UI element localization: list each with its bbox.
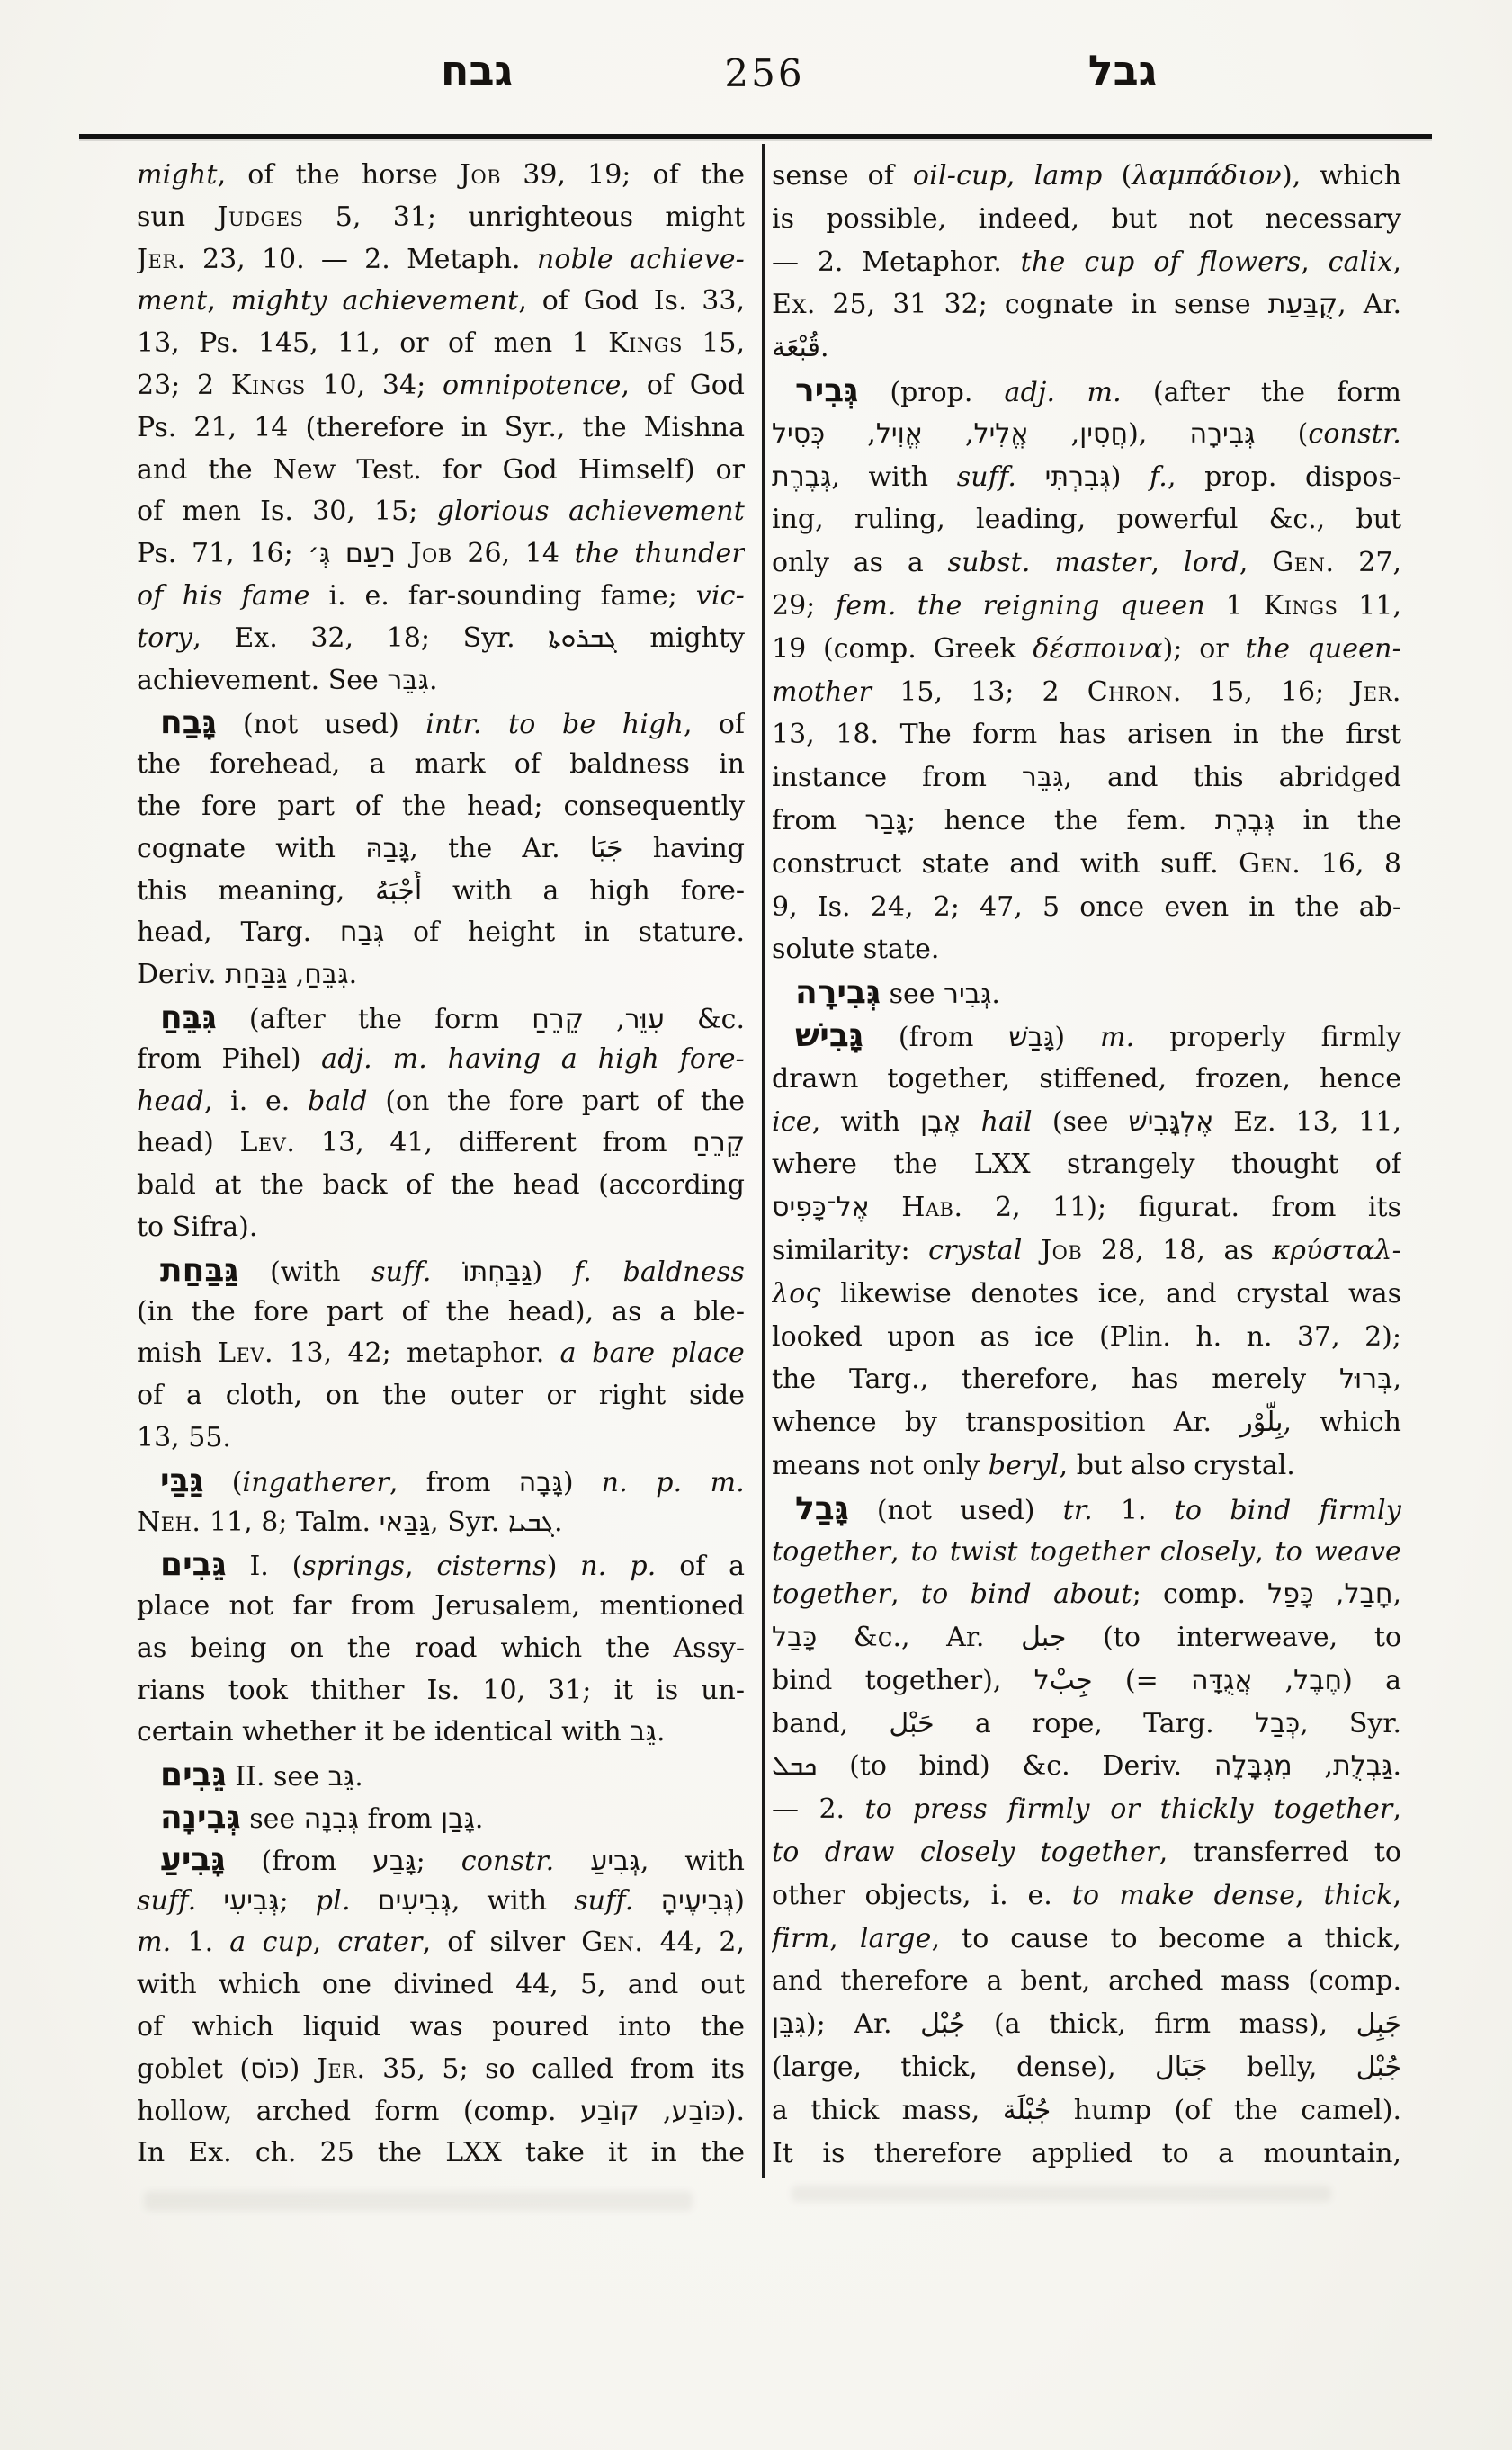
text-line: might, of the horse Job 39, 19; of the — [137, 159, 745, 191]
text-line: ice, with אֶבֶן hail (see אֶלְגָּבִישׁ Ez. 13, 11, — [772, 1105, 1401, 1138]
text-line: — 2. to press firmly or thickly together, — [772, 1793, 1401, 1826]
header-rule — [79, 134, 1432, 139]
text-line: and therefore a bent, arched mass (comp. — [772, 1965, 1401, 1998]
entry-gevirah — [772, 971, 1401, 1015]
hebrew-headword: גְּבִירָה — [795, 973, 881, 1012]
text-line: construct state and with suff. Gen. 16, 8 — [772, 847, 1401, 880]
entry-gibbeach — [137, 997, 745, 1249]
hebrew-headword: גָּבַח — [160, 703, 217, 742]
text-line: place not far from Jerusalem, mentioned — [137, 1590, 745, 1623]
hebrew-headword: גֵּבִים — [160, 1545, 227, 1584]
text-line: band, حَبْل a rope, Targ. כְּבַל, Syr. — [772, 1707, 1401, 1739]
text-line: this meaning, أَجْبَهُ with a high fore- — [137, 874, 745, 907]
text-line: גֵּבִים I. (springs, cisterns) n. p. of a — [160, 1545, 745, 1584]
text-line: mish Lev. 13, 42; metaphor. a bare place — [137, 1337, 745, 1370]
text-line: 23; 2 Kings 10, 34; omnipotence, of God — [137, 369, 745, 401]
hebrew-headword: גַּבַּי — [160, 1461, 204, 1499]
right-text-column — [772, 155, 1401, 2175]
text-line: head) Lev. 13, 41, different from קֵרֵחַ — [137, 1127, 745, 1159]
text-line: achievement. See גִּבֵּר. — [137, 664, 438, 696]
entry-gabbai — [137, 1460, 745, 1544]
page-number: 256 — [724, 51, 805, 95]
text-line: m. 1. a cup, crater, of silver Gen. 44, 2, — [137, 1927, 745, 1959]
text-line: means not only beryl, but also crystal. — [772, 1449, 1295, 1481]
text-line: sun Judges 5, 31; unrighteous might — [137, 201, 745, 233]
text-line: 19 (comp. Greek δέσποινα); or the queen- — [772, 632, 1401, 665]
text-line: mother 15, 13; 2 Chron. 15, 16; Jer. — [772, 675, 1401, 708]
text-line: גֵּבִים II. see גֵּב. — [160, 1756, 363, 1794]
text-line: Neh. 11, 8; Talm. גַּבַּאי, Syr. ܓܒܝܐ. — [137, 1506, 563, 1538]
text-line: from גָּבַר; hence the fem. גְּבֶרֶת in the — [772, 804, 1401, 836]
entry-gavia — [137, 1838, 745, 2175]
text-line: גְּבֶרֶת, with suff. גְּבִרְתִּי) f., prop. dispos- — [772, 460, 1401, 493]
text-line: and the New Test. for God Himself) or — [137, 453, 745, 486]
text-line: from Pihel) adj. m. having a high fore- — [137, 1042, 745, 1075]
running-head-right-keyword: גבל — [1087, 46, 1158, 94]
entry-gevir — [772, 370, 1401, 971]
text-line: solute state. — [772, 934, 940, 966]
hebrew-headword: גְּבִינָה — [160, 1798, 241, 1837]
text-line: 13, Ps. 145, 11, or of men 1 Kings 15, — [137, 327, 745, 360]
text-line: גִּבֵּחַ (after the form עִוֵּר, קֵרֵחַ &c. — [160, 997, 745, 1036]
text-line: 29; fem. the reigning queen 1 Kings 11, — [772, 589, 1401, 621]
text-line: to draw closely together, transferred to — [772, 1837, 1401, 1869]
entry-gabbachath — [137, 1249, 745, 1460]
hebrew-headword: גְּבִיר — [795, 371, 859, 409]
text-line: λος likewise denotes ice, and crystal was — [772, 1277, 1401, 1310]
text-line: only as a subst. master, lord, Gen. 27, — [772, 547, 1401, 579]
text-line: ment, mighty achievement, of God Is. 33, — [137, 285, 745, 317]
text-line: together, to twist together closely, to weave — [772, 1535, 1401, 1568]
entry-gevim-1 — [137, 1543, 745, 1754]
text-line: גָּבַח (not used) intr. to be high, of — [160, 703, 745, 742]
text-line: the forehead, a mark of baldness in — [137, 748, 745, 781]
text-line: כָּבַל &c., Ar. جبل (to interweave, to — [772, 1622, 1401, 1654]
text-line: instance from גִּבֵּר, and this abridged — [772, 762, 1401, 794]
running-head-left-keyword: גבח — [440, 46, 514, 94]
text-line: bald at the back of the head (according — [137, 1169, 745, 1202]
text-line: אֶל־כָּפִיס Hab. 2, 11); figurat. from its — [772, 1192, 1401, 1224]
text-line: Ps. 21, 14 (therefore in Syr., the Mishna — [137, 411, 745, 443]
text-line: bind together), جِبْל (= חֶבֶל, אֲגֻדָּה) a — [772, 1664, 1401, 1696]
text-line: tory, Ex. 32, 18; Syr. ܓܒܪܘܬܐ mighty — [137, 621, 745, 654]
entry-gevurah-continuation — [137, 155, 745, 702]
column-divider-rule — [762, 144, 765, 2178]
text-line: It is therefore applied to a mountain, — [772, 2137, 1401, 2169]
entry-gevinah — [137, 1796, 745, 1838]
hebrew-headword: גָּבִיעַ — [160, 1839, 226, 1878]
text-line: גָּבִישׁ (from גָּבַשׁ) m. properly firmly — [795, 1015, 1401, 1054]
text-line: is possible, indeed, but not necessary — [772, 202, 1401, 235]
text-line: to Sifra). — [137, 1211, 258, 1243]
text-line: ing, ruling, leading, powerful &c., but — [772, 504, 1401, 536]
text-line: (large, thick, dense), جَبَال belly, جُبْل — [772, 2052, 1401, 2084]
text-line: גָּבִיעַ (from גָּבַע; constr. גְּבִיעַ, with — [160, 1839, 745, 1878]
text-line: with which one divined 44, 5, and out — [137, 1969, 745, 2001]
entry-gavia-continuation — [772, 155, 1401, 370]
text-line: a thick mass, جُبْلَة hump (of the camel). — [772, 2094, 1401, 2126]
text-line: Ex. 25, 31 32; cognate in sense קֻבַּעַת, Ar. — [772, 289, 1401, 321]
text-line: suff. גְּבִיעִי; pl. גְּבִיעִים, with suff. גְּבִיעֶיהָ) — [137, 1884, 745, 1917]
text-line: גְּבִיר (prop. adj. m. (after the form — [795, 371, 1401, 409]
text-line: looked upon as ice (Plin. h. n. 37, 2); — [772, 1320, 1401, 1353]
text-line: whence by transposition Ar. بِلَّوْر, which — [772, 1407, 1401, 1439]
text-line: גַּבַּי (ingatherer, from גָּבָה) n. p. m. — [160, 1461, 745, 1499]
text-line: — 2. Metaphor. the cup of flowers, calix, — [772, 246, 1401, 278]
show-through-smudge — [792, 2186, 1331, 2202]
text-line: In Ex. ch. 25 the LXX take it in the — [137, 2137, 745, 2169]
text-line: גַּבַּחַת (with suff. גַּבַּחְתּוֹ) f. baldness — [160, 1250, 745, 1289]
entry-gavish — [772, 1015, 1401, 1488]
hebrew-headword: גִּבֵּחַ — [160, 997, 217, 1036]
text-line: Jer. 23, 10. — 2. Metaph. noble achieve- — [137, 243, 745, 275]
text-line: of men Is. 30, 15; glorious achievement — [137, 496, 745, 528]
text-line: of a cloth, on the outer or right side — [137, 1380, 745, 1412]
text-line: Ps. 71, 16; רַעַם גְּ׳ Job 26, 14 the thunder — [137, 538, 745, 570]
entry-gevim-2 — [137, 1754, 745, 1796]
text-line: 9, Is. 24, 2; 47, 5 once even in the ab- — [772, 890, 1401, 923]
text-line: the Targ., therefore, has merely בְּרוּל, — [772, 1364, 1401, 1396]
hebrew-headword: גָּבַל — [795, 1489, 849, 1527]
text-line: قُبْعَة. — [772, 332, 829, 364]
entry-gaval — [772, 1488, 1401, 2176]
text-line: similarity: crystal Job 28, 18, as κρύσταλ- — [772, 1234, 1401, 1266]
text-line: 13, 55. — [137, 1421, 231, 1453]
text-line: ܟܒܠ (to bind) &c. Deriv. גַּבְלֻת, מִגְבָּלָה. — [772, 1750, 1401, 1783]
text-line: sense of oil-cup, lamp (λαμπάδιον), which — [772, 160, 1401, 192]
text-line: head, Targ. גְּבַח of height in stature. — [137, 917, 745, 949]
text-line: rians took thither Is. 10, 31; it is un- — [137, 1674, 745, 1706]
left-text-column — [137, 155, 745, 2175]
text-line: of his fame i. e. far-sounding fame; vic- — [137, 579, 745, 612]
text-line: other objects, i. e. to make dense, thick, — [772, 1879, 1401, 1911]
text-line: the fore part of the head; consequently — [137, 790, 745, 822]
text-line: גִּבֵּן); Ar. جُبْل (a thick, firm mass), جَبِل — [772, 2008, 1401, 2041]
text-line: together, to bind about; comp. חָבַל, כָּפַל, — [772, 1578, 1401, 1611]
text-line: גָּבַל (not used) tr. 1. to bind firmly — [795, 1489, 1401, 1527]
text-line: of which liquid was poured into the — [137, 2011, 745, 2043]
text-line: Deriv. גִּבֵּחַ, גַּבַּחַת. — [137, 959, 358, 991]
text-line: גְּבִירָה see גְּבִיר. — [795, 973, 1000, 1012]
text-line: firm, large, to cause to become a thick, — [772, 1922, 1401, 1954]
text-line: head, i. e. bald (on the fore part of the — [137, 1085, 745, 1117]
text-line: (in the fore part of the head), as a ble- — [137, 1295, 745, 1328]
text-line: cognate with גָּבַהּ, the Ar. جَبَا having — [137, 832, 745, 864]
text-line: hollow, arched form (comp. כּוֹבַע, קוֹבַע). — [137, 2095, 745, 2127]
text-line: certain whether it be identical with גֵּב. — [137, 1716, 666, 1748]
text-line: גְּבִינָה see גְּבִנָה from גָּבַן. — [160, 1798, 484, 1837]
hebrew-headword: גַּבַּחַת — [160, 1250, 239, 1289]
entry-gavach — [137, 702, 745, 997]
text-line: as being on the road which the Assy- — [137, 1632, 745, 1664]
text-line: 13, 18. The form has arisen in the first — [772, 719, 1401, 751]
text-line: where the LXX strangely thought of — [772, 1149, 1401, 1181]
hebrew-headword: גָּבִישׁ — [795, 1015, 863, 1054]
hebrew-headword: גֵּבִים — [160, 1756, 227, 1794]
text-line: חֲסִין, אֱלִיל, אֱוִיל, כְּסִיל), גְּבִירָה (constr. — [772, 417, 1401, 450]
show-through-smudge — [144, 2191, 693, 2211]
text-line: drawn together, stiffened, frozen, hence — [772, 1062, 1401, 1095]
text-line: goblet (כּוֹס) Jer. 35, 5; so called from its — [137, 2052, 745, 2085]
